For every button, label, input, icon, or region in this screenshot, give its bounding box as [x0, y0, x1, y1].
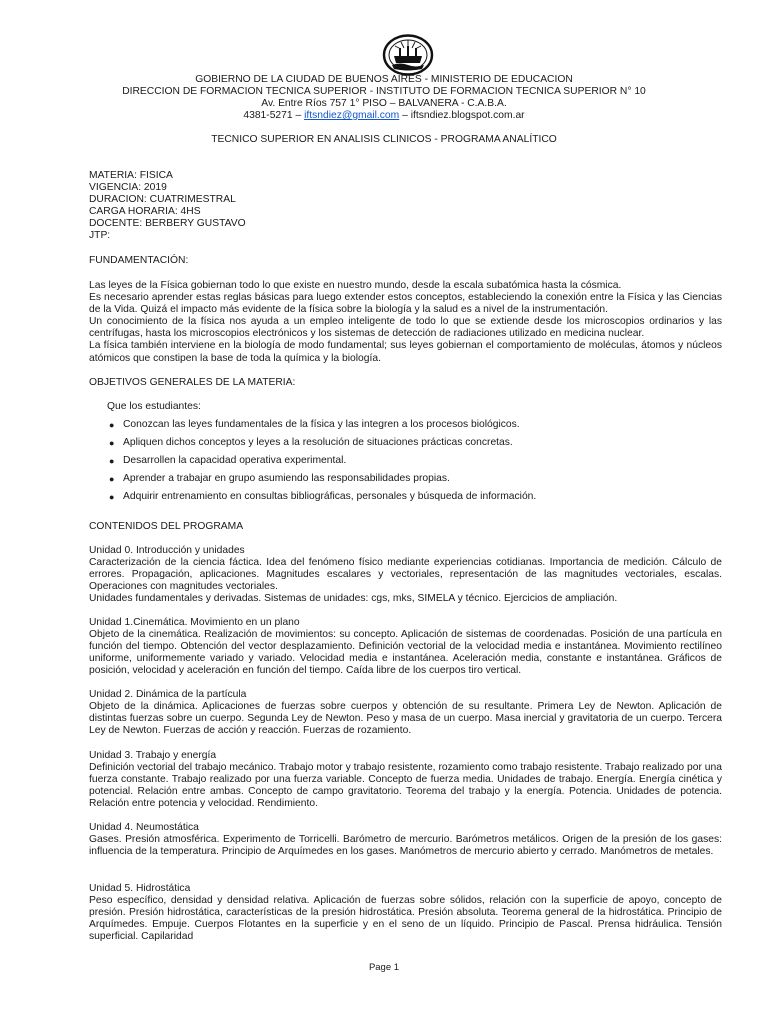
- bullet-icon: ●: [109, 420, 115, 430]
- info-docente: DOCENTE: BERBERY GUSTAVO: [89, 218, 246, 230]
- bullet-icon: ●: [109, 492, 115, 503]
- unit-title: Unidad 4. Neumostática: [89, 822, 199, 833]
- info-jtp: JTP:: [89, 230, 111, 242]
- objetivos-heading: OBJETIVOS GENERALES DE LA MATERIA:: [89, 377, 296, 388]
- fundamentacion-section: [89, 280, 722, 365]
- info-materia: MATERIA: FISICA: [89, 170, 173, 181]
- objetivos-list: [109, 419, 709, 509]
- info-carga-horaria: CARGA HORARIA: 4HS: [89, 206, 201, 218]
- page-number: Page 1: [368, 962, 400, 973]
- phone-number: 4381-5271 –: [243, 110, 302, 121]
- unit-body: Definición vectorial del trabajo mecánico. Trabajo motor y trabajo resistente, rozamiento como trabajo resistente. Trabajo realizado por una fuerza constante. Trabajo realizado por una fuerza variable. Concepto de fuerza media. Unidades de trabajo. Energía. Energía cinética y potencial. Relación entre ambas. Concepto de campo gravitatorio. Teorema del trabajo y la energía. Potencia. Unidades de potencia. Relación entre potencia y velocidad. Rendimiento.: [89, 762, 722, 810]
- unit-body: Objeto de la dinámica. Aplicaciones de fuerzas sobre cuerpos y obtención de su resultante. Primera Ley de Newton. Aplicación de distintas fuerzas sobre un cuerpo. Segunda Ley de Newton. Peso y masa de un cuerpo. Masa inercial y gravitatoria de un cuerpo. Tercera Ley de Newton. Fuerzas de acción y reacción. Fuerzas de rozamiento.: [89, 701, 722, 737]
- unit-3: [89, 750, 722, 810]
- list-item: [109, 419, 709, 431]
- contenidos-heading: CONTENIDOS DEL PROGRAMA: [89, 521, 244, 532]
- objetivo-text: Conozcan las leyes fundamentales de la física y las integren a los procesos biológicos.: [123, 419, 520, 430]
- unit-5: [89, 883, 722, 943]
- unit-title: Unidad 0. Introducción y unidades: [89, 545, 245, 556]
- unit-1: [89, 617, 722, 677]
- unit-0: [89, 545, 722, 605]
- fundamentacion-paragraph: La física también interviene en la biología de modo fundamental; sus leyes gobiernan el comportamiento de moléculas, átomos y núcleos atómicos que constipen la base de toda la química y la biología.: [89, 340, 722, 364]
- header-line-contact: [0, 110, 768, 122]
- unit-title: Unidad 1.Cinemática. Movimiento en un plano: [89, 617, 300, 628]
- bullet-icon: ●: [109, 456, 115, 467]
- blog-address: – iftsndiez.blogspot.com.ar: [402, 110, 525, 121]
- fundamentacion-paragraph: Es necesario aprender estas reglas básicas para luego extender estos conceptos, estableciendo la conexión entre la Física y las Ciencias de la Vida. Quizá el impacto más evidente de la física sobre la biología y la salud es a nivel de la instrumentación.: [89, 292, 722, 316]
- unit-body: Objeto de la cinemática. Realización de movimientos: su concepto. Aplicación de sistemas de coordenadas. Posición de una partícula en función del tiempo. Obtención del vector desplazamiento. Definición vectorial de la velocidad media e instantánea. Movimiento rectilíneo uniforme, uniformemente variado y variado. Velocidad media e instantánea. Aceleración media, constante e instantánea. Gráficos de posición, velocidad y aceleración en función del tiempo. Caída libre de los cuerpos tiro vertical.: [89, 629, 722, 677]
- email-link[interactable]: iftsndiez@gmail.com: [304, 110, 400, 121]
- fundamentacion-paragraph: Un conocimiento de la física nos ayuda a un empleo inteligente de todo lo que se extiende desde los microscopios ordinarios y las centrífugas, hasta los microscopios electrónicos y los sistemas de detección de radiaciones utilizado en medicina nuclear.: [89, 316, 722, 340]
- list-item: [109, 455, 709, 467]
- fundamentacion-heading: FUNDAMENTACIÓN:: [89, 255, 189, 266]
- unit-title: Unidad 2. Dinámica de la partícula: [89, 689, 247, 700]
- fundamentacion-paragraph: Las leyes de la Física gobiernan todo lo que existe en nuestro mundo, desde la escala subatómica hasta la cósmica.: [89, 280, 622, 291]
- list-item: [109, 491, 709, 503]
- objetivos-intro: Que los estudiantes:: [107, 401, 201, 412]
- unit-2: [89, 689, 722, 737]
- unit-body-extra: Unidades fundamentales y derivadas. Sistemas de unidades: cgs, mks, SIMELA y técnico. Ejercicios de ampliación.: [89, 593, 618, 605]
- info-duracion: DURACION: CUATRIMESTRAL: [89, 194, 236, 206]
- bullet-icon: ●: [109, 438, 115, 449]
- header-line-ministry: GOBIERNO DE LA CIUDAD DE BUENOS AIRES - MINISTERIO DE EDUCACION: [195, 74, 573, 85]
- objetivo-text: Desarrollen la capacidad operativa experimental.: [123, 455, 347, 467]
- list-item: [109, 473, 709, 485]
- unit-body: Peso específico, densidad y densidad relativa. Aplicación de fuerzas sobre sólidos, relación con la superficie de apoyo, concepto de presión. Presión hidrostática, características de la presión hidrostática. Presión absoluta. Teorema general de la hidrostática. Principio de Arquímedes. Empuje. Cuerpos Flotantes en la superficie y en el seno de un líquido. Principio de Pascal. Prensa hidráulica. Tensión superficial. Capilaridad: [89, 895, 722, 943]
- list-item: [109, 437, 709, 449]
- buenos-aires-seal-icon: [382, 34, 434, 76]
- info-vigencia: VIGENCIA: 2019: [89, 182, 167, 194]
- unit-body: Caracterización de la ciencia fáctica. Idea del fenómeno físico mediante experiencias cotidianas. Importancia de medición. Cálculo de errores. Propagación, aplicaciones. Magnitudes escalares y vectoriales, representación de las magnitudes vectoriales, escalas. Operaciones con magnitudes vectoriales.: [89, 557, 722, 593]
- header-line-address: Av. Entre Ríos 757 1° PISO – BALVANERA - C.A.B.A.: [261, 98, 507, 109]
- objetivo-text: Aprender a trabajar en grupo asumiendo las responsabilidades propias.: [123, 473, 450, 485]
- header-line-direction: DIRECCION DE FORMACION TECNICA SUPERIOR - INSTITUTO DE FORMACION TECNICA SUPERIOR N° 10: [122, 86, 646, 97]
- unit-body: Gases. Presión atmosférica. Experimento de Torricelli. Barómetro de mercurio. Barómetros metálicos. Origen de la presión de los gases: influencia de la temperatura. Principio de Arquímedes en los gases. Manómetros de mercurio abierto y cerrado. Manómetros de metales.: [89, 834, 722, 858]
- course-info: [89, 170, 722, 243]
- unit-4: [89, 822, 722, 858]
- objetivo-text: Adquirir entrenamiento en consultas bibliográficas, personales y búsqueda de información.: [123, 491, 537, 503]
- unit-title: Unidad 3. Trabajo y energía: [89, 750, 217, 761]
- bullet-icon: ●: [109, 474, 115, 485]
- institution-header: [0, 74, 768, 146]
- program-title: TECNICO SUPERIOR EN ANALISIS CLINICOS - PROGRAMA ANALÍTICO: [211, 134, 557, 145]
- unit-title: Unidad 5. Hidrostática: [89, 883, 191, 894]
- objetivo-text: Apliquen dichos conceptos y leyes a la resolución de situaciones prácticas concretas.: [123, 437, 513, 449]
